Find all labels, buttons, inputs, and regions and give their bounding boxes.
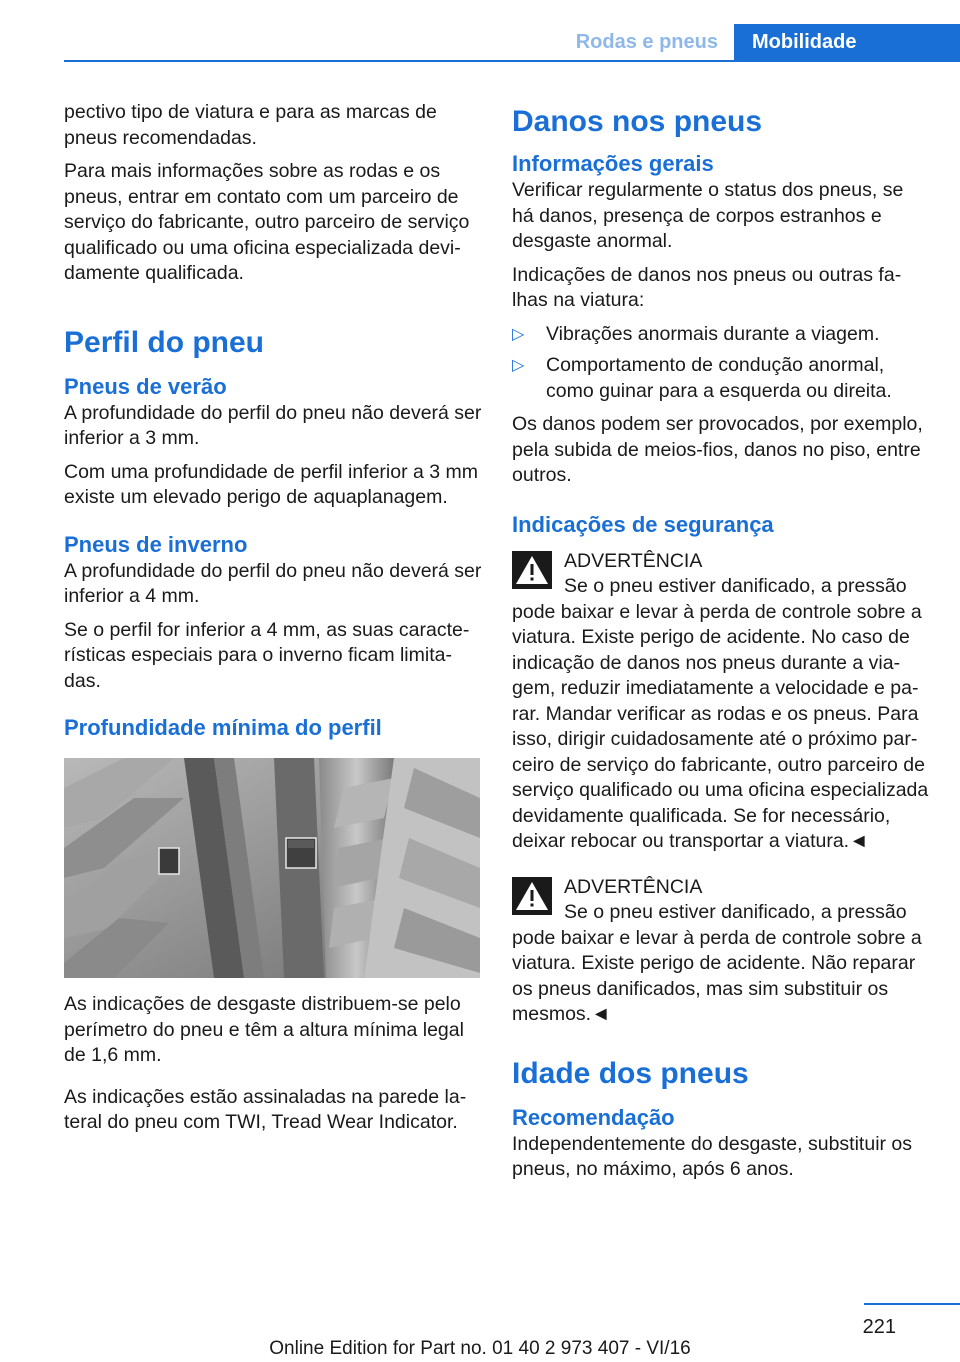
figure-caption-1: As indicações de desgaste distribuem-se pelo perímetro do pneu e têm a altura mínima legal de 1,6 mm. — [64, 993, 464, 1066]
section-tab[interactable]: Rodas e pneus — [575, 31, 718, 53]
list-item-text: Vibrações anormais durante a viagem. — [546, 322, 880, 345]
edition-footer: Online Edition for Part no. 01 40 2 973 407 - VI/16 — [269, 1338, 691, 1359]
gerais-paragraph-3: Os danos podem ser provocados, por exemplo, pela subida de meios-fios, danos no piso, entre outros. — [512, 413, 923, 486]
figure-caption-2: As indicações estão assinaladas na parede lateral do pneu com TWI, Tread Wear Indicator. — [64, 1085, 467, 1133]
heading-recomendacao: Recomendação — [512, 1104, 675, 1130]
warning-title: ADVERTÊNCIA — [564, 549, 703, 572]
warning-body: pode baixar e levar à perda de controle sobre a viatura. Existe perigo de acidente. Não reparar os pneus danificados, mas sim substituir os mesmos.◄ — [512, 926, 922, 1025]
chapter-tab[interactable]: Mobilidade — [734, 24, 960, 60]
page-header — [64, 24, 960, 62]
header-rule — [64, 60, 960, 62]
list-item-text: Comportamento de condução anormal, como guinar para a esquerda ou direita. — [546, 354, 892, 402]
list-item — [512, 322, 930, 348]
warning-title: ADVERTÊNCIA — [564, 875, 703, 898]
warning-first-line: Se o pneu estiver danificado, a pressão — [564, 575, 907, 597]
warning-triangle-icon — [512, 551, 552, 589]
footer-rule — [864, 1303, 960, 1305]
verao-paragraph-1: A profundidade do perfil do pneu não deverá ser inferior a 3 mm. — [64, 401, 482, 449]
recomendacao-paragraph: Independentemente do desgaste, substituir os pneus, no máximo, após 6 anos. — [512, 1132, 913, 1180]
warning-block-2 — [512, 875, 930, 1028]
heading-seguranca: Indicações de segurança — [512, 511, 774, 537]
warning-body: pode baixar e levar à perda de controle sobre a viatura. Existe perigo de acidente. No caso de indicação de danos nos pneus durante a viagem, reduzir imediatamente a velocidade e parar. Mandar verificar as rodas e os pneus. Para isso, dirigir cuidadosamente até o próximo parceiro de serviço do fabricante, outro parceiro de serviço qualificado ou uma oficina especializada devidamente qualificada. Se for necessário, deixar rebocar ou transportar a viatura.◄ — [512, 600, 929, 852]
damage-indications-list — [512, 322, 930, 405]
heading-verao: Pneus de verão — [64, 373, 227, 399]
triangle-right-icon: ▷ — [512, 325, 525, 343]
warning-triangle-icon — [512, 877, 552, 915]
inverno-paragraph-2: Se o perfil for inferior a 4 mm, as suas características especiais para o inverno ficam limitadas. — [64, 618, 470, 692]
intro-paragraph-2: Para mais informações sobre as rodas e os pneus, entrar em contato com um parceiro de serviço do fabricante, outro parceiro de serviço qualificado ou uma oficina especializada devidamente qualificada. — [64, 160, 470, 284]
gerais-paragraph-2: Indicações de danos nos pneus ou outras falhas na viatura: — [512, 263, 902, 311]
heading-profundidade-minima: Profundidade mínima do perfil — [64, 715, 382, 740]
left-column — [64, 100, 482, 1144]
list-item — [512, 353, 930, 404]
tread-wear-indicator-image — [64, 758, 480, 978]
intro-paragraph-1: pectivo tipo de viatura e para as marcas de pneus recomendadas. — [64, 101, 437, 149]
verao-paragraph-2: Com uma profundidade de perfil inferior a 3 mm existe um elevado perigo de aquaplanagem. — [64, 460, 479, 508]
inverno-paragraph-1: A profundidade do perfil do pneu não deverá ser inferior a 4 mm. — [64, 559, 482, 607]
heading-inverno: Pneus de inverno — [64, 531, 248, 557]
right-column — [512, 100, 930, 1191]
triangle-right-icon: ▷ — [512, 357, 525, 374]
tire-tread-illustration — [64, 758, 480, 978]
page-number: 221 — [862, 1316, 896, 1338]
warning-block-1 — [512, 549, 930, 855]
gerais-paragraph-1: Verificar regularmente o status dos pneus, se há danos, presença de corpos estranhos e desgaste anormal. — [512, 179, 904, 252]
heading-informacoes-gerais: Informações gerais — [512, 151, 714, 176]
heading-idade: Idade dos pneus — [512, 1056, 749, 1090]
warning-first-line: Se o pneu estiver danificado, a pressão — [564, 901, 907, 923]
heading-danos: Danos nos pneus — [512, 105, 763, 138]
heading-perfil: Perfil do pneu — [64, 325, 265, 359]
